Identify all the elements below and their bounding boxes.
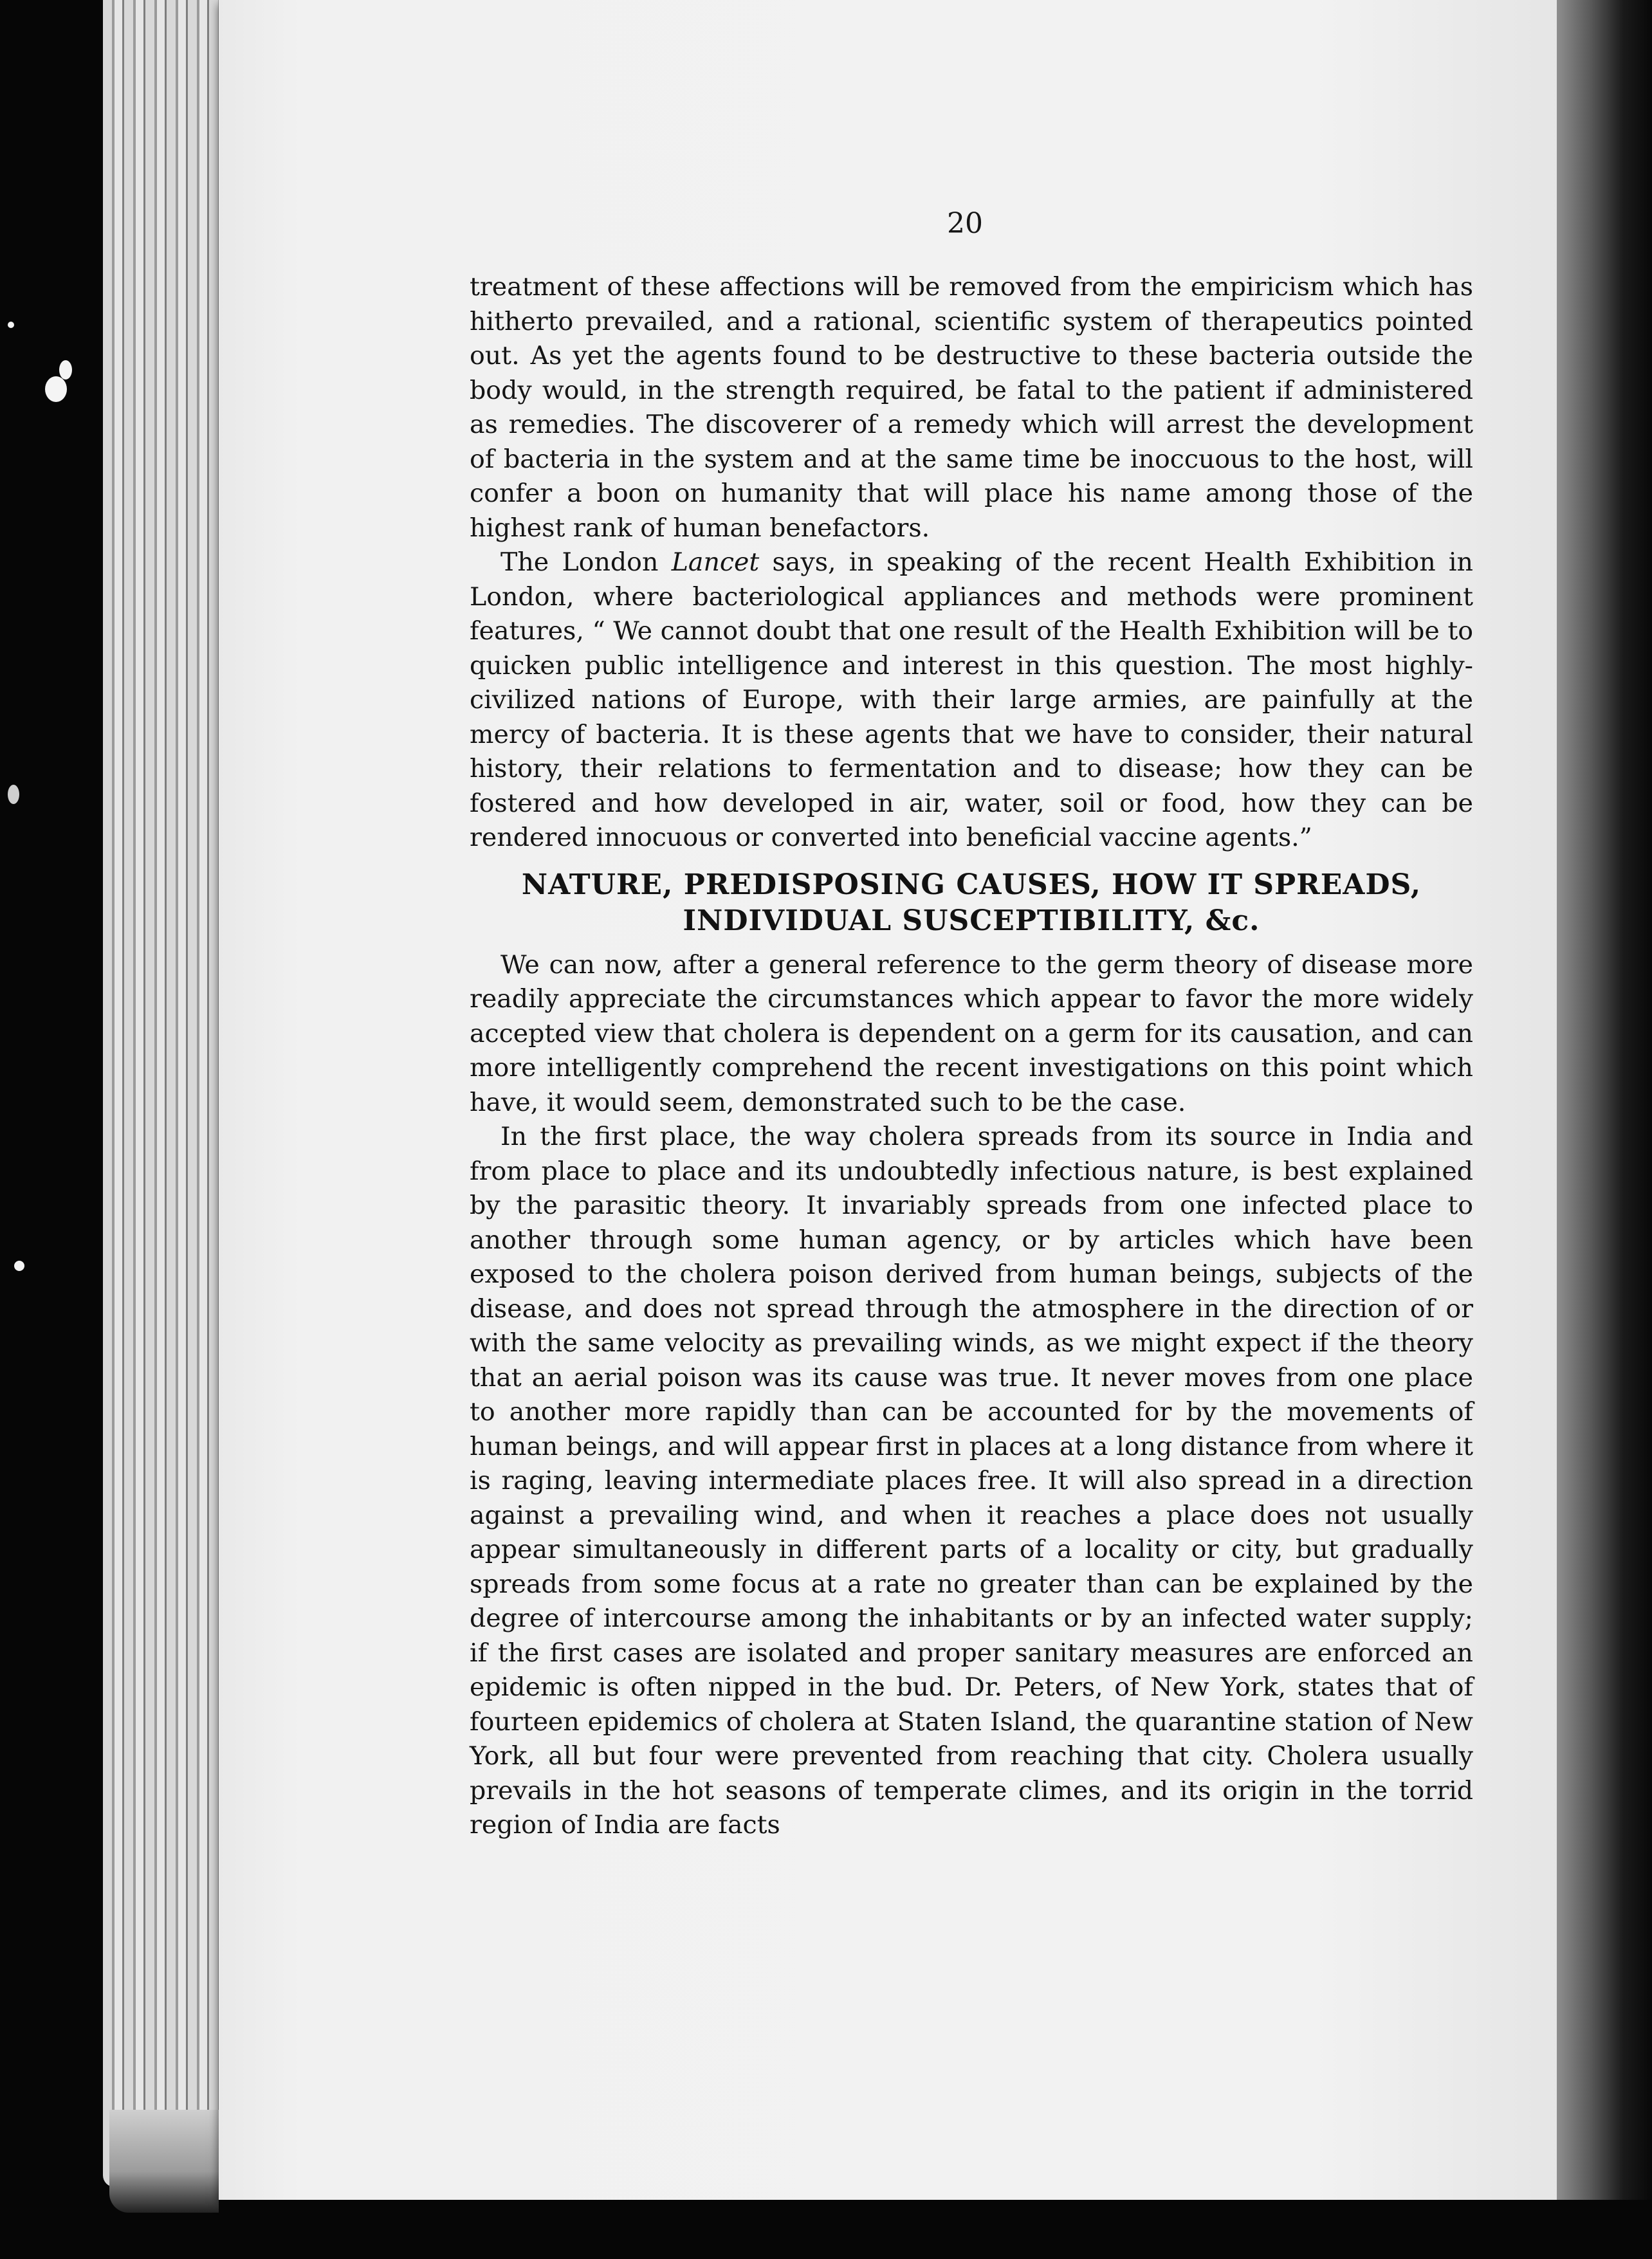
dust-speck bbox=[45, 376, 67, 402]
page-number: 20 bbox=[947, 207, 983, 240]
section-heading-line-2: INDIVIDUAL SUSCEPTIBILITY, &c. bbox=[683, 904, 1260, 937]
lancet-text-before: The London bbox=[500, 547, 672, 577]
section-heading bbox=[470, 867, 1473, 939]
dust-speck bbox=[8, 785, 19, 804]
stacked-page-edges bbox=[103, 0, 232, 2187]
paragraph-lancet bbox=[470, 545, 1473, 855]
page-edges-bottom-curl bbox=[109, 2110, 232, 2213]
dust-speck bbox=[14, 1261, 24, 1271]
dust-speck bbox=[59, 360, 72, 380]
lancet-title: Lancet bbox=[671, 547, 760, 577]
bottom-margin bbox=[219, 2200, 1652, 2259]
paragraph-germ-theory: We can now, after a general reference to the germ theory of disease more readily appreciate the circumstances which appear to favor the more widely accepted view that cholera is dependent on a germ for its causation, and can more intelligently comprehend the recent investigations on this point which have, it would seem, demonstrated such to be the case. bbox=[470, 949, 1473, 1117]
paragraph-first-place: In the first place, the way cholera spreads from its source in India and from place to place and its undoubtedly infectious nature, is best explained by the parasitic theory. It invariably spreads from one infected place to another through some human agency, or by articles which have been exposed to the cholera poison derived from human beings, subjects of the disease, and does not spread through the atmosphere in the direction of or with the same velocity as prevailing winds, as we might expect if the theory that an aerial poison was its cause was true. It never moves from one place to another more rapidly than can be accounted for by the movements of human beings, and will appear first in places at a long distance from where it is raging, leaving intermediate places free. It will also spread in a direction against a prevailing wind, and when it reaches a place does not usually appear simultaneously in different parts of a locality or city, but gradually spreads from some focus at a rate no greater than can be explained by the degree of intercourse among the inhabitants or by an infected water supply; if the first cases are isolated and proper sanitary measures are enforced an epidemic is often nipped in the bud. Dr. Peters, of New York, states that of fourteen epidemics of cholera at Staten Island, the quarantine station of New York, all but four were prevented from reaching that city. Cholera usually prevails in the hot seasons of temperate climes, and its origin in the torrid region of India are facts bbox=[470, 1122, 1473, 1840]
binding-shadow bbox=[1557, 0, 1652, 2259]
dust-speck bbox=[8, 322, 14, 328]
paragraph-empiricism: treatment of these affections will be removed from the empiricism which has hitherto prevailed, and a rational, scientific system of therapeutics pointed out. As yet the agents found to be destructive to these bacteria outside the body would, in the strength required, be fatal to the patient if administered as remedies. The discoverer of a remedy which will arrest the development of bacteria in the system and at the same time be inoccuous to the host, will confer a boon on humanity that will place his name among those of the highest rank of human benefactors. bbox=[470, 272, 1473, 543]
section-heading-line-1: NATURE, PREDISPOSING CAUSES, HOW IT SPREADS, bbox=[521, 868, 1422, 901]
page-text bbox=[470, 270, 1473, 1843]
lancet-text-after: says, in speaking of the recent Health Exhibition in London, where bacteriological appliances and methods were prominent features, “ We cannot doubt that one result of the Health Exhibition will be to quicken public intelligence and interest in this question. The most highly-civilized nations of Europe, with their large armies, are painfully at the mercy of bacteria. It is these agents that we have to consider, their natural history, their relations to fermentation and to disease; how they can be fostered and how developed in air, water, soil or food, how they can be rendered innocuous or converted into beneficial vaccine agents.” bbox=[470, 547, 1473, 852]
